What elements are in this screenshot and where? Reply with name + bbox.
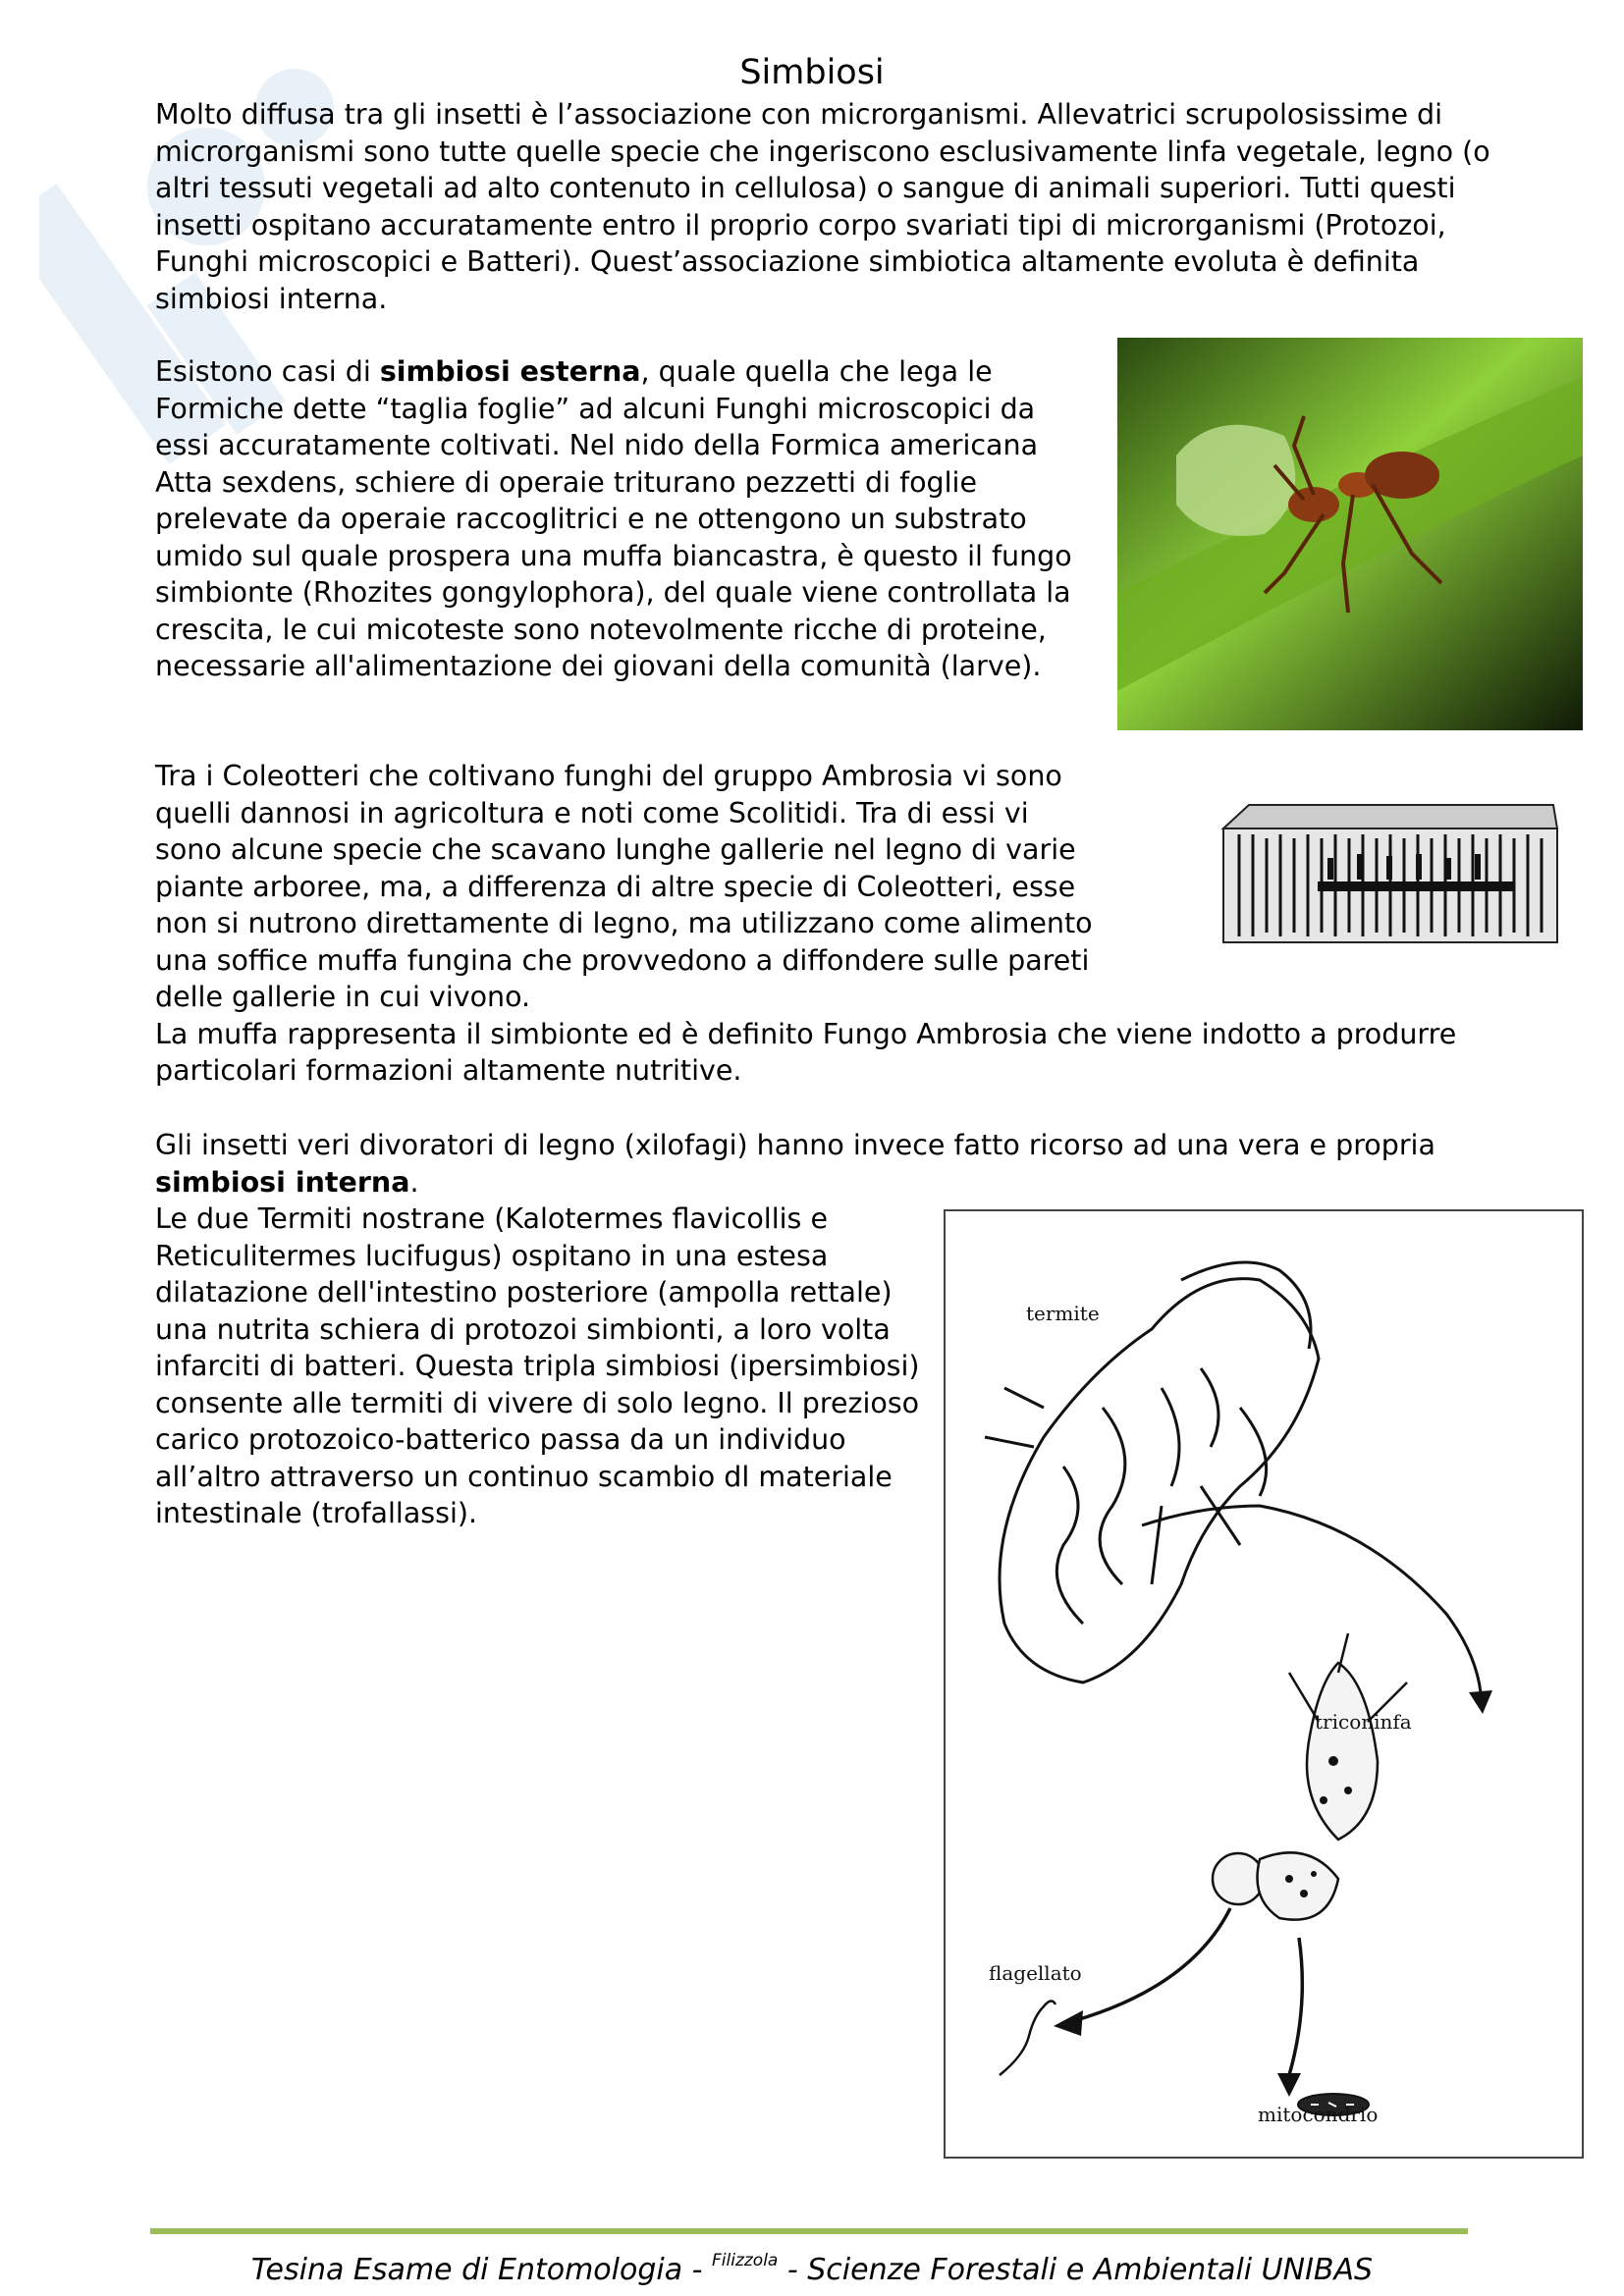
label-flagellato: flagellato xyxy=(989,1961,1082,1985)
p3-line7: delle gallerie in cui vivono. xyxy=(155,981,531,1013)
p2-bold: simbiosi esterna xyxy=(379,355,641,388)
p3-line6: una soffice muffa fungina che provvedono a diffondere sulle pareti xyxy=(155,943,1090,977)
page-title: Simbiosi xyxy=(739,53,885,92)
p4-pre: Gli insetti veri divoratori di legno (xilofagi) hanno invece fatto ricorso ad una vera e propria xyxy=(155,1129,1435,1161)
p3-line8: La muffa rappresenta il simbionte ed è definito Fungo Ambrosia che viene indotto a produrre particolari formazioni altamente nutritive. xyxy=(155,1017,1457,1087)
paragraph-termites: Le due Termiti nostrane (Kalotermes flavicollis e Reticulitermes lucifugus) ospitano in una estesa dilatazione dell'intestino posteriore (ampolla rettale) una nutrita schiera di protozoi simbionti, a loro volta infarciti di batteri. Questa tripla simbiosi (ipersimbiosi) consente alle termiti di vivere di solo legno. Il prezioso carico protozoico-batterico passa da un individuo all’altro attraverso un continuo scambio dl materiale intestinale (trofallassi). xyxy=(155,1202,920,1529)
p3-line4: piante arboree, ma, a differenza di altre specie di Coleotteri, esse xyxy=(155,870,1076,903)
p3-line1: Tra i Coleotteri che coltivano funghi del gruppo Ambrosia vi sono xyxy=(155,760,1062,792)
label-mitocondrio: mitocondrio xyxy=(1258,2103,1379,2126)
paragraph-intro: Molto diffusa tra gli insetti è l’associazione con microrganismi. Allevatrici scrupolosissime di microrganismi sono tutte quelle specie che ingeriscono esclusivamente linfa vegetale, legno (o altri tessuti vegetali ad alto contenuto in cellulosa) o sangue di animali superiori. Tutti questi insetti ospitano accuratamente entro il proprio corpo svariati tipi di microrganismi (Protozoi, Funghi microscopici e Batteri). Quest’associazione simbiotica altamente evoluta è definita simbiosi interna. xyxy=(155,98,1490,315)
footer-author: Filizzola xyxy=(712,2251,779,2270)
p3-line2: quelli dannosi in agricoltura e noti come Scolitidi. Tra di essi vi xyxy=(155,796,1029,829)
leafcutter-ant-photo xyxy=(1117,338,1583,730)
footer-right: - Scienze Forestali e Ambientali UNIBAS xyxy=(778,2253,1374,2287)
termite-symbiosis-diagram xyxy=(944,1209,1584,2159)
p4-bold: simbiosi interna xyxy=(155,1165,410,1199)
p2-post: , quale quella che lega le Formiche dette “taglia foglie” ad alcuni Funghi microscopici da essi accuratamente coltivati. Nel nido della Formica americana Atta sexdens, schiere di operaie triturano pezzetti di foglie prelevate da operaie raccoglitrici e ne ottengono un substrato umido sul quale prospera una muffa biancastra, è questo il fungo simbionte (Rhozites gongylophora), del quale viene controllata la crescita, le cui micoteste sono notevolmente ricche di proteine, necessarie all'alimentazione dei giovani della comunità (larve). xyxy=(155,355,1072,682)
p2-pre: Esistono casi di xyxy=(155,355,380,388)
p3-line3: sono alcune specie che scavano lunghe gallerie nel legno di varie xyxy=(155,833,1076,866)
page-footer xyxy=(0,2241,1624,2290)
paragraph-internal-symbiosis xyxy=(155,1127,1510,1201)
footer-left: Tesina Esame di Entomologia - xyxy=(250,2253,713,2287)
bark-beetle-gallery-illustration xyxy=(1219,799,1561,948)
diagram-drawing xyxy=(946,1211,1582,2157)
footer-rule xyxy=(150,2228,1468,2234)
paragraph-external-symbiosis xyxy=(155,353,1098,685)
p3-line5: non si nutrono direttamente di legno, ma utilizzano come alimento xyxy=(155,907,1093,939)
label-triconinfa: triconinfa xyxy=(1315,1710,1412,1734)
label-termite: termite xyxy=(1026,1302,1100,1325)
p4-post: . xyxy=(409,1165,419,1199)
